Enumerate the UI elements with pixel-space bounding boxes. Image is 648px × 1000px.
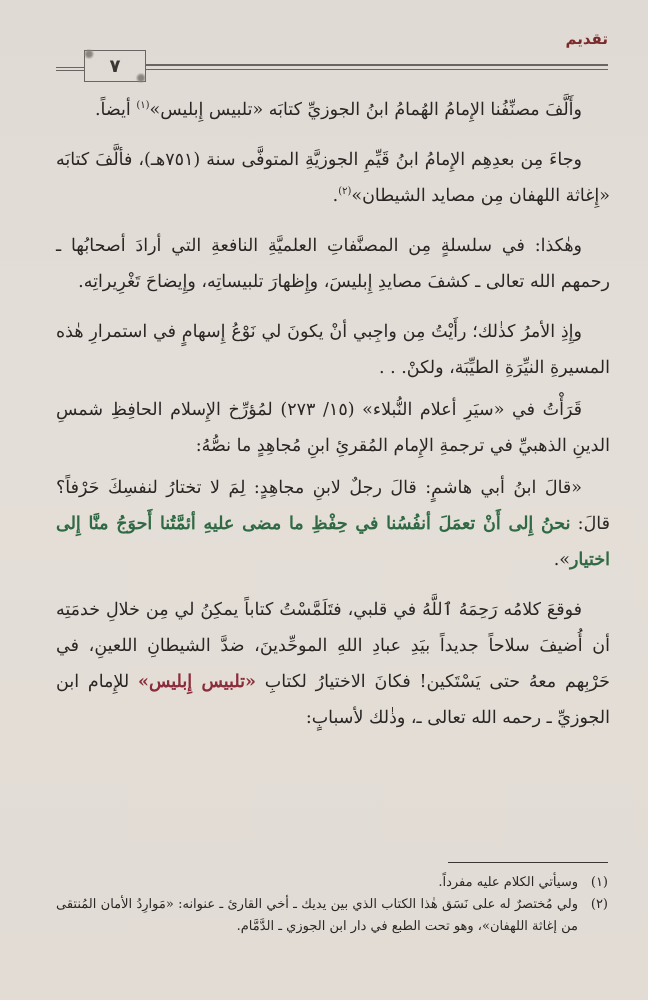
footnotes <box>56 872 608 938</box>
footnote-text: ولي مُختصرٌ له على نَسَق هٰذا الكتاب الذي بين يديك ـ أخي القارئ ـ عنوانه: «مَوارِدُ الأمان المُنتقى من إغاثة اللهفان»، وهو تحت الطبع في دار ابن الجوزي ـ الدَّمَّام. <box>56 897 578 934</box>
page-number: ٧ <box>109 55 121 77</box>
body-text <box>56 92 610 750</box>
running-title: تقديم <box>565 30 608 48</box>
footnote-number: (٢) <box>590 897 608 912</box>
paragraph-7: فوقعَ كلامُه رَحِمَهُ ٱللَّهُ في قلبي، فتَلَمَّسْتُ كتاباً يمكِنُ لي مِن خلالِ خدمَتِه أن أُضيفَ سلاحاً جديداً بيَدِ عبادِ اللهِ الموحِّدينَ، ضدَّ الشيطانِ اللعينِ، في حَرْبِهم معهُ حتى يَسْتَكين! فكانَ الاختيارُ لكتابِ «تلبيس إِبليس» للإِمام ابن الجوزيِّ ـ رحمه الله تعالى ـ، وذٰلك لأسبابٍ: <box>56 600 611 728</box>
footnote-1 <box>56 872 608 894</box>
header-rule-right <box>146 64 608 70</box>
paragraph-3: وهٰكذا: في سلسلةٍ مِن المصنَّفاتِ العلميَّةِ النافعةِ التي أرادَ أصحابُها ـ رحمهم الله تعالى ـ كشفَ مصايدِ إِبليسَ، وإِظهارَ تلبيساتِه، وإِيضاحَ تَغْرِيراتِه. <box>56 236 610 292</box>
corner-ornament-icon <box>135 73 147 83</box>
quote-highlight: نحنُ إِلى أَنْ تعمَلَ أنفُسُنا في حِفْظِ ما مضى عليهِ أئمَّتُنا أَحوَجُ منَّا إِلى اختيار <box>56 514 610 570</box>
footnote-separator <box>448 862 608 863</box>
page-number-box <box>84 50 146 82</box>
footnote-number: (١) <box>590 875 608 890</box>
footnote-ref-2[interactable]: (٢) <box>338 186 352 198</box>
paragraph-5: قَرَأْتُ في «سيَرِ أعلام النُّبلاء» (١٥/ ٢٧٣) لمُؤرِّخ الإِسلام الحافِظِ شمسِ الدينِ الذهبيِّ في ترجمةِ الإِمام المُقرئِ ابنِ مُجاهِدٍ ما نصُّهُ: <box>56 400 610 456</box>
book-title-highlight: «تلبيس إِبليس» <box>138 672 256 692</box>
footnote-ref-1[interactable]: (١) <box>136 100 150 112</box>
paragraph-quote: «قالَ ابنُ أبي هاشمٍ: قالَ رجلٌ لابنِ مجاهِدٍ: لِمَ لا تختارُ لنفسِكَ حَرْفاً؟ قالَ: نحنُ إِلى أَنْ تعمَلَ أنفُسُنا في حِفْظِ ما مضى عليهِ أئمَّتُنا أَحوَجُ منَّا إِلى اختيار». <box>56 478 610 570</box>
footnote-text: وسيأتي الكلام عليه مفرداً. <box>438 875 578 890</box>
paragraph-2: وجاءَ مِن بعدِهِم الإِمامُ ابنُ قَيِّمِ الجوزيَّةِ المتوفَّى سنة (٧٥١هـ)، فألَّفَ كتابَه «إِغاثة اللهفان مِن مصايد الشيطان»$^{(٢)}$. <box>56 150 610 206</box>
footnote-2 <box>56 894 608 938</box>
paragraph-4: وإِذِ الأمرُ كذٰلك؛ رأَيْتُ مِن واجِبي أنْ يكونَ لي نَوْعُ إِسهامٍ في استمرارِ هٰذه المسيرةِ النيِّرَةِ الطيِّبَة، ولكنْ. . . <box>56 322 610 378</box>
paragraph-1: وأَلَّفَ مصنِّفُنا الإِمامُ الهُمامُ ابنُ الجوزيِّ كتابَه «تلبيس إِبليس»$^{(١)}$ أيضاً. <box>94 100 582 120</box>
header-rule-left <box>56 67 84 71</box>
corner-ornament-icon <box>83 49 95 59</box>
